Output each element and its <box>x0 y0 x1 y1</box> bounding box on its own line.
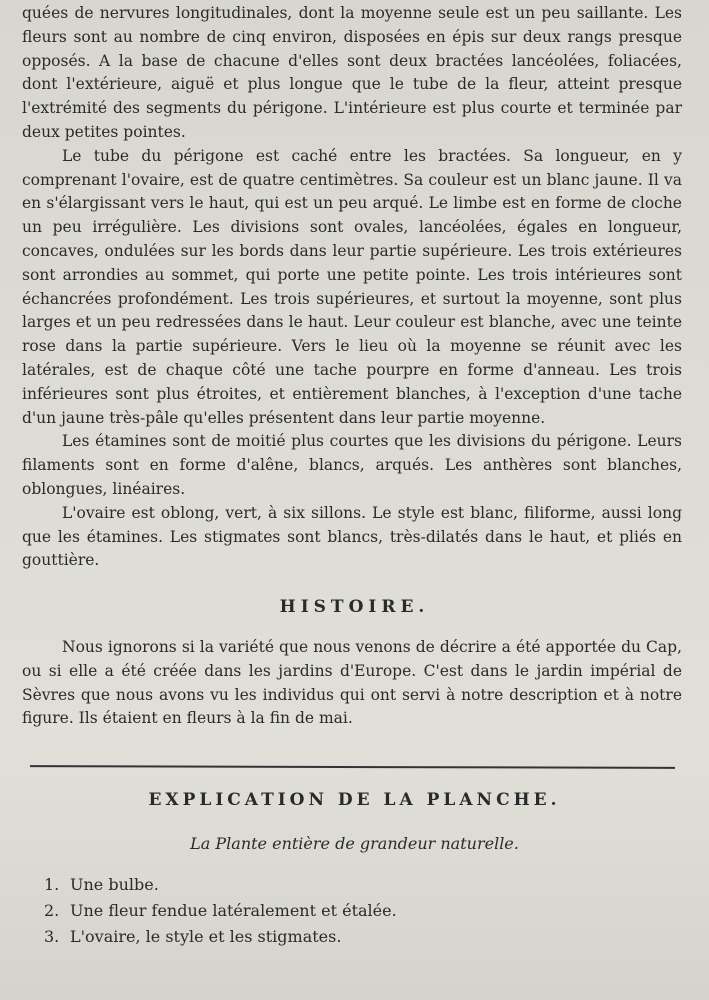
description-text <box>22 2 682 573</box>
paragraph-perigone: Le tube du périgone est caché entre les bractées. Sa longueur, en y comprenant l'ovaire, est de quatre centimètres. Sa couleur est un blanc jaune. Il va en s'élargissant vers le haut, qui est un peu arqué. Le limbe est en forme de cloche un peu irrégulière. Les divisions sont ovales, lancéolées, égales en longueur, concaves, ondulées sur les bords dans leur partie supérieure. Les trois extérieures sont arrondies au sommet, qui porte une petite pointe. Les trois intérieures sont échancrées profondément. Les trois supérieures, et surtout la moyenne, sont plus larges et un peu redressées dans le haut. Leur couleur est blanche, avec une teinte rose dans la partie supérieure. Vers le lieu où la moyenne se réunit avec les latérales, est de chaque côté une tache pourpre en forme d'anneau. Les trois inférieures sont plus étroites, et entièrement blanches, à l'exception d'une tache d'un jaune très-pâle qu'elles présentent dans leur partie moyenne. <box>22 146 682 427</box>
section-divider <box>30 765 675 769</box>
paragraph-ovaire: L'ovaire est oblong, vert, à six sillons. Le style est blanc, filiforme, aussi long que les étamines. Les stigmates sont blancs, très-dilatés dans le haut, et pliés en gouttière. <box>22 503 682 570</box>
item-number: 2. <box>44 901 60 920</box>
item-number: 3. <box>44 927 60 946</box>
histoire-section <box>22 636 682 731</box>
item-number: 1. <box>44 875 60 894</box>
histoire-paragraph: Nous ignorons si la variété que nous venons de décrire a été apportée du Cap, ou si elle a été créée dans les jardins d'Europe. C'est dans le jardin impérial de Sèvres que nous avons vu les individus qui ont servi à notre description et à notre figure. Ils étaient en fleurs à la fin de mai. <box>22 638 682 728</box>
plate-legend-list <box>44 872 644 950</box>
explication-heading: EXPLICATION DE LA PLANCHE. <box>148 790 561 810</box>
histoire-heading: HISTOIRE. <box>279 597 430 617</box>
item-text: Une bulbe. <box>70 875 159 894</box>
item-text: L'ovaire, le style et les stigmates. <box>70 927 342 946</box>
list-item <box>44 898 644 924</box>
description-fragment: quées de nervures longitudinales, dont la moyenne seule est un peu saillante. Les fleurs sont au nombre de cinq environ, disposées en épis sur deux rangs presque opposés. A la base de chacune d'elles sont deux bractées lancéolées, foliacées, dont l'extérieure, aiguë et plus longue que le tube de la fleur, atteint presque l'extrémité des segments du périgone. L'intérieure est plus courte et terminée par deux petites pointes. <box>22 4 682 141</box>
paragraph-etamines: Les étamines sont de moitié plus courtes que les divisions du périgone. Leurs filaments sont en forme d'alêne, blancs, arqués. Les anthères sont blanches, oblongues, linéaires. <box>22 432 682 498</box>
list-item <box>44 872 644 898</box>
explication-subtitle: La Plante entière de grandeur naturelle. <box>190 834 519 853</box>
list-item <box>44 924 644 950</box>
item-text: Une fleur fendue latéralement et étalée. <box>70 901 397 920</box>
